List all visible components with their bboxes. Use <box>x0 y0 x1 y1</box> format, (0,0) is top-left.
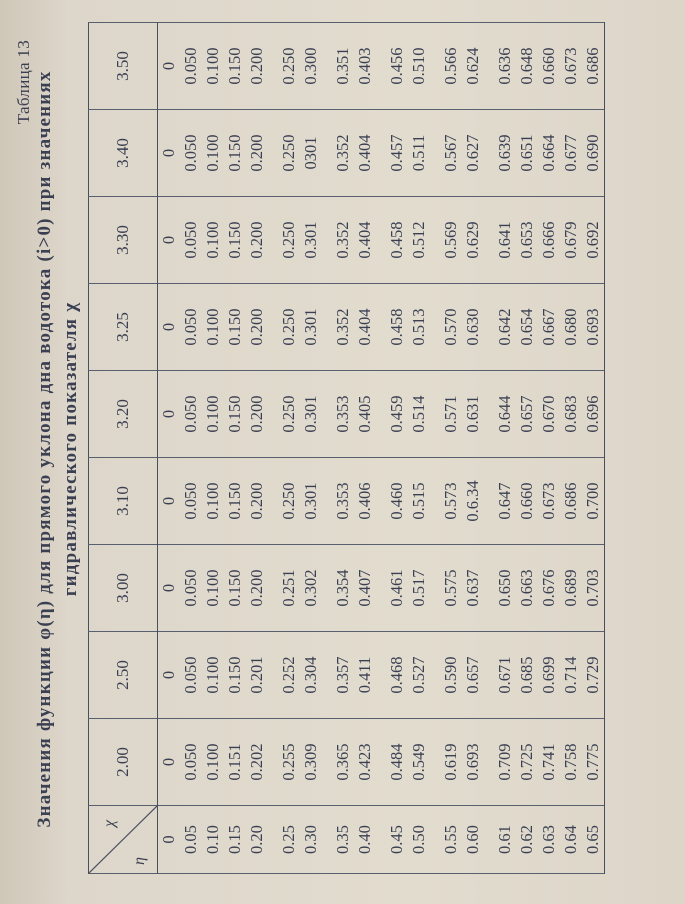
value-cell: 0.150 <box>224 110 246 197</box>
value-cell: 0.527 <box>408 632 430 719</box>
table-row <box>386 23 408 874</box>
value-cell: 0.304 <box>300 632 322 719</box>
value-cell: 0.566 <box>440 23 462 110</box>
value-cell: 0.050 <box>180 197 202 284</box>
value-cell: 0.351 <box>332 23 354 110</box>
spacer-cell <box>484 458 494 545</box>
value-cell: 0.100 <box>202 371 224 458</box>
value-cell: 0.729 <box>582 632 605 719</box>
value-cell: 0.301 <box>300 458 322 545</box>
value-cell: 0.637 <box>462 545 484 632</box>
values-table <box>88 22 605 874</box>
value-cell: 0.512 <box>408 197 430 284</box>
value-cell: 0.050 <box>180 110 202 197</box>
value-cell: 0.677 <box>560 110 582 197</box>
value-cell: 0.636 <box>494 23 516 110</box>
spacer-cell <box>430 632 440 719</box>
spacer-cell <box>430 197 440 284</box>
value-cell: 0.100 <box>202 719 224 806</box>
value-cell: 0.650 <box>494 545 516 632</box>
value-cell: 0.686 <box>582 23 605 110</box>
column-header: 3.50 <box>89 23 158 110</box>
group-spacer <box>376 23 386 874</box>
spacer-cell <box>322 110 332 197</box>
value-cell: 0.690 <box>582 110 605 197</box>
value-cell: 0.352 <box>332 110 354 197</box>
value-cell: 0.309 <box>300 719 322 806</box>
value-cell: 0.200 <box>246 110 268 197</box>
group-spacer <box>484 23 494 874</box>
value-cell: 0 <box>158 632 181 719</box>
value-cell: 0.411 <box>354 632 376 719</box>
value-cell: 0.406 <box>354 458 376 545</box>
value-cell: 0 <box>158 284 181 371</box>
value-cell: 0.666 <box>538 197 560 284</box>
table-row <box>354 23 376 874</box>
value-cell: 0.353 <box>332 371 354 458</box>
value-cell: 0 <box>158 719 181 806</box>
value-cell: 0.255 <box>278 719 300 806</box>
corner-eta-label: η <box>131 857 148 865</box>
value-cell: 0.150 <box>224 632 246 719</box>
value-cell: 0.250 <box>278 284 300 371</box>
value-cell: 0.571 <box>440 371 462 458</box>
value-cell: 0.403 <box>354 23 376 110</box>
table-row <box>180 23 202 874</box>
value-cell: 0.647 <box>494 458 516 545</box>
value-cell: 0.676 <box>538 545 560 632</box>
value-cell: 0.570 <box>440 284 462 371</box>
spacer-cell <box>322 458 332 545</box>
value-cell: 0301 <box>300 110 322 197</box>
value-cell: 0.459 <box>386 371 408 458</box>
column-header: 3.40 <box>89 110 158 197</box>
table-row <box>332 23 354 874</box>
value-cell: 0.150 <box>224 23 246 110</box>
spacer-cell <box>376 371 386 458</box>
value-cell: 0.100 <box>202 545 224 632</box>
table-row <box>202 23 224 874</box>
value-cell: 0.484 <box>386 719 408 806</box>
value-cell: 0.100 <box>202 632 224 719</box>
column-header: 3.00 <box>89 545 158 632</box>
eta-cell: 0.15 <box>224 806 246 874</box>
value-cell: 0 <box>158 23 181 110</box>
value-cell: 0.458 <box>386 284 408 371</box>
eta-cell: 0.20 <box>246 806 268 874</box>
spacer-cell <box>322 23 332 110</box>
corner-chi-label: χ <box>101 820 118 828</box>
value-cell: 0.352 <box>332 197 354 284</box>
value-cell: 0.456 <box>386 23 408 110</box>
eta-cell: 0.60 <box>462 806 484 874</box>
spacer-cell <box>430 23 440 110</box>
value-cell: 0.100 <box>202 23 224 110</box>
value-cell: 0.200 <box>246 197 268 284</box>
value-cell: 0 <box>158 110 181 197</box>
spacer-cell <box>376 545 386 632</box>
value-cell: 0.671 <box>494 632 516 719</box>
value-cell: 0.365 <box>332 719 354 806</box>
spacer-cell <box>268 806 278 874</box>
value-cell: 0.100 <box>202 110 224 197</box>
value-cell: 0.660 <box>516 458 538 545</box>
value-cell: 0.301 <box>300 371 322 458</box>
value-cell: 0.624 <box>462 23 484 110</box>
value-cell: 0.657 <box>516 371 538 458</box>
value-cell: 0.407 <box>354 545 376 632</box>
group-spacer <box>322 23 332 874</box>
eta-cell: 0.63 <box>538 806 560 874</box>
value-cell: 0.642 <box>494 284 516 371</box>
value-cell: 0.714 <box>560 632 582 719</box>
spacer-cell <box>376 284 386 371</box>
value-cell: 0.251 <box>278 545 300 632</box>
value-cell: 0.654 <box>516 284 538 371</box>
value-cell: 0.352 <box>332 284 354 371</box>
spacer-cell <box>322 632 332 719</box>
spacer-cell <box>376 719 386 806</box>
value-cell: 0 <box>158 371 181 458</box>
value-cell: 0.050 <box>180 284 202 371</box>
eta-cell: 0.45 <box>386 806 408 874</box>
value-cell: 0.511 <box>408 110 430 197</box>
value-cell: 0.644 <box>494 371 516 458</box>
table-row <box>408 23 430 874</box>
value-cell: 0.100 <box>202 284 224 371</box>
table-label: Таблица 13 <box>14 40 33 125</box>
value-cell: 0.300 <box>300 23 322 110</box>
column-header: 3.10 <box>89 458 158 545</box>
value-cell: 0.250 <box>278 23 300 110</box>
spacer-cell <box>484 545 494 632</box>
spacer-cell <box>376 458 386 545</box>
value-cell: 0.201 <box>246 632 268 719</box>
table-row <box>538 23 560 874</box>
eta-cell: 0.65 <box>582 806 605 874</box>
value-cell: 0.050 <box>180 632 202 719</box>
group-spacer <box>268 23 278 874</box>
table-body <box>158 23 605 874</box>
value-cell: 0.549 <box>408 719 430 806</box>
value-cell: 0.513 <box>408 284 430 371</box>
value-cell: 0.354 <box>332 545 354 632</box>
spacer-cell <box>268 545 278 632</box>
value-cell: 0.686 <box>560 458 582 545</box>
value-cell: 0.692 <box>582 197 605 284</box>
spacer-cell <box>430 719 440 806</box>
value-cell: 0.510 <box>408 23 430 110</box>
spacer-cell <box>484 632 494 719</box>
value-cell: 0.575 <box>440 545 462 632</box>
value-cell: 0.683 <box>560 371 582 458</box>
value-cell: 0.699 <box>538 632 560 719</box>
value-cell: 0.619 <box>440 719 462 806</box>
spacer-cell <box>268 371 278 458</box>
spacer-cell <box>268 458 278 545</box>
value-cell: 0.685 <box>516 632 538 719</box>
eta-cell: 0.55 <box>440 806 462 874</box>
value-cell: 0.100 <box>202 197 224 284</box>
value-cell: 0.517 <box>408 545 430 632</box>
value-cell: 0.648 <box>516 23 538 110</box>
value-cell: 0.250 <box>278 110 300 197</box>
value-cell: 0.050 <box>180 23 202 110</box>
spacer-cell <box>484 371 494 458</box>
column-header: 2.00 <box>89 719 158 806</box>
eta-cell: 0 <box>158 806 181 874</box>
table-row <box>516 23 538 874</box>
value-cell: 0.6.34 <box>462 458 484 545</box>
eta-cell: 0.25 <box>278 806 300 874</box>
spacer-cell <box>430 806 440 874</box>
value-cell: 0.775 <box>582 719 605 806</box>
value-cell: 0 <box>158 197 181 284</box>
spacer-cell <box>484 23 494 110</box>
value-cell: 0.252 <box>278 632 300 719</box>
value-cell: 0.250 <box>278 197 300 284</box>
corner-cell <box>89 806 158 874</box>
eta-cell: 0.10 <box>202 806 224 874</box>
eta-cell: 0.50 <box>408 806 430 874</box>
group-spacer <box>430 23 440 874</box>
value-cell: 0.150 <box>224 371 246 458</box>
spacer-cell <box>376 23 386 110</box>
value-cell: 0.353 <box>332 458 354 545</box>
value-cell: 0.250 <box>278 371 300 458</box>
spacer-cell <box>376 806 386 874</box>
value-cell: 0.679 <box>560 197 582 284</box>
value-cell: 0.590 <box>440 632 462 719</box>
value-cell: 0.700 <box>582 458 605 545</box>
table-row <box>246 23 268 874</box>
spacer-cell <box>484 284 494 371</box>
value-cell: 0 <box>158 545 181 632</box>
value-cell: 0.357 <box>332 632 354 719</box>
value-cell: 0.461 <box>386 545 408 632</box>
value-cell: 0.670 <box>538 371 560 458</box>
value-cell: 0.250 <box>278 458 300 545</box>
value-cell: 0 <box>158 458 181 545</box>
column-header: 3.20 <box>89 371 158 458</box>
value-cell: 0.673 <box>560 23 582 110</box>
value-cell: 0.703 <box>582 545 605 632</box>
spacer-cell <box>268 110 278 197</box>
value-cell: 0.200 <box>246 284 268 371</box>
table-title-line1: Значения функции φ(η) для прямого уклона дна водотока (i>0) при значениях <box>34 70 55 828</box>
value-cell: 0.693 <box>582 284 605 371</box>
spacer-cell <box>376 197 386 284</box>
value-cell: 0.667 <box>538 284 560 371</box>
spacer-cell <box>430 458 440 545</box>
value-cell: 0.630 <box>462 284 484 371</box>
spacer-cell <box>322 545 332 632</box>
value-cell: 0.651 <box>516 110 538 197</box>
spacer-cell <box>484 719 494 806</box>
spacer-cell <box>376 110 386 197</box>
value-cell: 0.301 <box>300 197 322 284</box>
spacer-cell <box>430 284 440 371</box>
value-cell: 0.725 <box>516 719 538 806</box>
value-cell: 0.696 <box>582 371 605 458</box>
spacer-cell <box>484 197 494 284</box>
value-cell: 0.423 <box>354 719 376 806</box>
spacer-cell <box>268 197 278 284</box>
column-header: 2.50 <box>89 632 158 719</box>
spacer-cell <box>322 284 332 371</box>
value-cell: 0.567 <box>440 110 462 197</box>
value-cell: 0.302 <box>300 545 322 632</box>
value-cell: 0.301 <box>300 284 322 371</box>
spacer-cell <box>484 110 494 197</box>
eta-cell: 0.30 <box>300 806 322 874</box>
value-cell: 0.680 <box>560 284 582 371</box>
value-cell: 0.200 <box>246 371 268 458</box>
eta-cell: 0.05 <box>180 806 202 874</box>
spacer-cell <box>268 23 278 110</box>
eta-cell: 0.64 <box>560 806 582 874</box>
value-cell: 0.150 <box>224 197 246 284</box>
value-cell: 0.657 <box>462 632 484 719</box>
eta-cell: 0.62 <box>516 806 538 874</box>
value-cell: 0.653 <box>516 197 538 284</box>
value-cell: 0.627 <box>462 110 484 197</box>
eta-cell: 0.40 <box>354 806 376 874</box>
spacer-cell <box>268 632 278 719</box>
value-cell: 0.457 <box>386 110 408 197</box>
value-cell: 0.050 <box>180 371 202 458</box>
spacer-cell <box>430 545 440 632</box>
value-cell: 0.202 <box>246 719 268 806</box>
value-cell: 0.629 <box>462 197 484 284</box>
value-cell: 0.151 <box>224 719 246 806</box>
value-cell: 0.689 <box>560 545 582 632</box>
table-row <box>300 23 322 874</box>
spacer-cell <box>322 197 332 284</box>
value-cell: 0.460 <box>386 458 408 545</box>
value-cell: 0.673 <box>538 458 560 545</box>
eta-cell: 0.35 <box>332 806 354 874</box>
value-cell: 0.664 <box>538 110 560 197</box>
value-cell: 0.404 <box>354 197 376 284</box>
value-cell: 0.663 <box>516 545 538 632</box>
table-row <box>278 23 300 874</box>
value-cell: 0.404 <box>354 110 376 197</box>
eta-cell: 0.61 <box>494 806 516 874</box>
value-cell: 0.150 <box>224 284 246 371</box>
spacer-cell <box>430 110 440 197</box>
table-row <box>440 23 462 874</box>
spacer-cell <box>376 632 386 719</box>
value-cell: 0.514 <box>408 371 430 458</box>
value-cell: 0.458 <box>386 197 408 284</box>
spacer-cell <box>322 719 332 806</box>
value-cell: 0.150 <box>224 545 246 632</box>
value-cell: 0.741 <box>538 719 560 806</box>
table-title-line2: гидравлического показателя χ <box>60 301 81 597</box>
value-cell: 0.405 <box>354 371 376 458</box>
value-cell: 0.569 <box>440 197 462 284</box>
table-row <box>462 23 484 874</box>
spacer-cell <box>484 806 494 874</box>
spacer-cell <box>322 371 332 458</box>
value-cell: 0.100 <box>202 458 224 545</box>
value-cell: 0.573 <box>440 458 462 545</box>
spacer-cell <box>268 719 278 806</box>
table-row <box>582 23 605 874</box>
value-cell: 0.758 <box>560 719 582 806</box>
value-cell: 0.050 <box>180 545 202 632</box>
value-cell: 0.660 <box>538 23 560 110</box>
table-row <box>224 23 246 874</box>
spacer-cell <box>322 806 332 874</box>
value-cell: 0.050 <box>180 458 202 545</box>
table-row <box>158 23 181 874</box>
value-cell: 0.693 <box>462 719 484 806</box>
value-cell: 0.200 <box>246 23 268 110</box>
value-cell: 0.150 <box>224 458 246 545</box>
value-cell: 0.200 <box>246 458 268 545</box>
table-row <box>560 23 582 874</box>
table-row <box>494 23 516 874</box>
value-cell: 0.404 <box>354 284 376 371</box>
value-cell: 0.709 <box>494 719 516 806</box>
value-cell: 0.468 <box>386 632 408 719</box>
value-cell: 0.515 <box>408 458 430 545</box>
column-header: 3.25 <box>89 284 158 371</box>
value-cell: 0.050 <box>180 719 202 806</box>
value-cell: 0.639 <box>494 110 516 197</box>
header-row <box>89 23 158 874</box>
spacer-cell <box>430 371 440 458</box>
value-cell: 0.200 <box>246 545 268 632</box>
value-cell: 0.641 <box>494 197 516 284</box>
spacer-cell <box>268 284 278 371</box>
value-cell: 0.631 <box>462 371 484 458</box>
column-header: 3.30 <box>89 197 158 284</box>
